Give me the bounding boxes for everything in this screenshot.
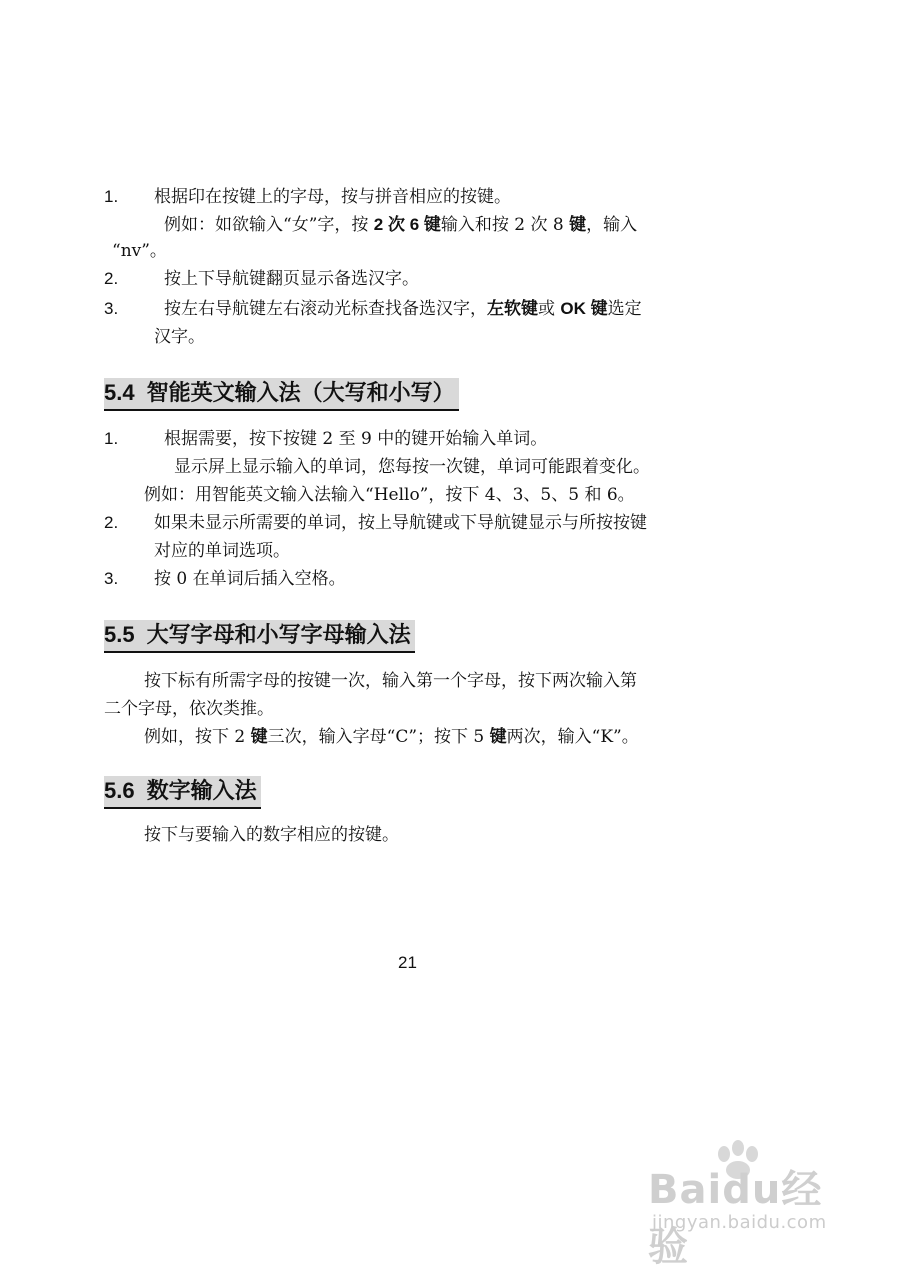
example-bold: 键 [569, 215, 587, 234]
example-line [164, 214, 637, 236]
list-item-text: 根据印在按键上的字母，按与拼音相应的按键。 [154, 187, 511, 207]
item-text: 选定 [607, 299, 642, 319]
watermark-logo-text: Bai [648, 1167, 723, 1213]
page-number: 21 [398, 953, 417, 972]
section-number: 5.4 [104, 380, 135, 405]
section-heading-5-5 [104, 620, 415, 653]
section-number: 5.5 [104, 622, 135, 647]
list-item-text: 按上下导航键翻页显示备选汉字。 [164, 269, 419, 289]
paragraph: 按下与要输入的数字相应的按键。 [144, 825, 399, 845]
list-item-text: 根据需要，按下按键 2 至 9 中的键开始输入单词。 [164, 429, 548, 449]
list-item-subtext: 显示屏上显示输入的单词，您每按一次键，单词可能跟着变化。 [174, 457, 650, 477]
list-number: 3. [104, 569, 119, 588]
watermark-url: jingyan.baidu.com [652, 1212, 827, 1233]
list-number: 1. [104, 429, 119, 448]
item-text: 或 [538, 299, 561, 319]
list-item-text: 如果未显示所需要的单词，按上导航键或下导航键显示与所按按键 [154, 513, 647, 533]
list-number: 1. [104, 187, 119, 206]
list-item-continuation: 对应的单词选项。 [154, 541, 290, 561]
list-number: 3. [104, 299, 119, 318]
section-heading-5-4 [104, 378, 459, 411]
example-text: 例如，按下 2 [144, 727, 251, 747]
list-number: 2. [104, 269, 119, 288]
watermark-logo-text: du [722, 1167, 782, 1213]
list-item-example: 例如：用智能英文输入法输入“Hello”，按下 4、3、5、5 和 6。 [144, 485, 635, 505]
baidu-watermark [640, 1140, 860, 1270]
example-bold: 键 [250, 727, 268, 746]
example-continuation: “nv”。 [112, 241, 167, 261]
paragraph-continuation: 二个字母，依次类推。 [104, 699, 274, 719]
section-title: 大写字母和小写字母输入法 [146, 623, 411, 648]
section-title: 数字输入法 [146, 779, 257, 804]
example-text: 三次，输入字母“C”；按下 5 [267, 727, 490, 747]
paragraph: 按下标有所需字母的按键一次，输入第一个字母，按下两次输入第 [144, 671, 637, 691]
example-text: 两次，输入“K”。 [506, 727, 639, 747]
list-item-text [164, 298, 642, 320]
section-heading-5-6 [104, 776, 261, 809]
watermark-logo-text: 经验 [648, 1167, 823, 1270]
list-number: 2. [104, 513, 119, 532]
item-bold: 左软键 [487, 299, 538, 318]
paragraph-example [144, 726, 639, 748]
list-item-text: 按 0 在单词后插入空格。 [154, 569, 346, 589]
example-text: 例如：如欲输入“女”字，按 [164, 215, 374, 235]
example-bold: 键 [489, 727, 507, 746]
list-item-continuation: 汉字。 [154, 327, 205, 347]
section-number: 5.6 [104, 778, 135, 803]
example-text: ，输入 [586, 215, 638, 235]
example-text: 输入和按 2 次 8 [440, 215, 570, 235]
item-bold: OK 键 [560, 299, 608, 318]
section-title: 智能英文输入法（大写和小写） [146, 381, 455, 406]
item-text: 按左右导航键左右滚动光标查找备选汉字， [164, 299, 487, 319]
example-bold: 2 次 6 键 [373, 215, 441, 234]
